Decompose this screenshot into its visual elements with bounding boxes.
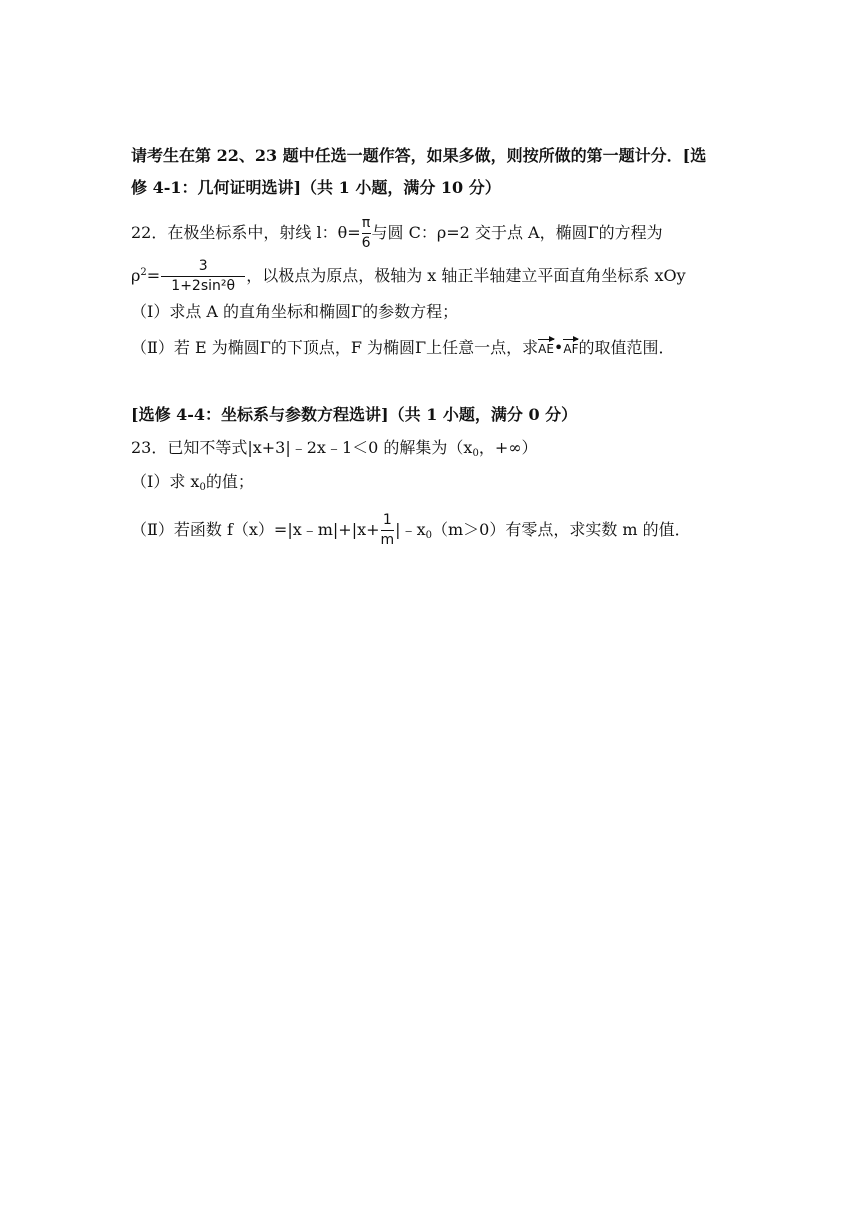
q23-part2-text-mid: |﹣x <box>395 520 426 539</box>
q23-stem-text-cont: ，+∞） <box>478 438 538 457</box>
fraction-numerator: 1 <box>382 512 392 528</box>
rho-exponent: 2 <box>140 267 147 278</box>
q22-stem-text: 22．在极坐标系中，射线 l：θ= <box>131 223 361 242</box>
subscript: 0 <box>425 530 432 541</box>
fraction-bar <box>362 233 371 234</box>
q22-stem-line2 <box>131 258 686 295</box>
q22-part2 <box>131 336 675 360</box>
q23-part2-text-cont: （m＞0）有零点，求实数 m 的值． <box>431 520 691 539</box>
vector-ae <box>538 337 554 356</box>
dot-product-symbol: • <box>553 338 564 357</box>
q23-stem-text: 23．已知不等式|x+3|﹣2x﹣1＜0 的解集为（x <box>131 438 473 457</box>
vector-label: AF <box>563 342 579 356</box>
section1-header-line2: 修 4-1：几何证明选讲]（共 1 小题，满分 10 分） <box>131 178 501 197</box>
section2-header: [选修 4-4：坐标系与参数方程选讲]（共 1 小题，满分 0 分） <box>131 405 578 424</box>
pi-over-6-fraction <box>362 215 371 252</box>
q22-part2-text: （Ⅱ）若 E 为椭圆Γ的下顶点，F 为椭圆Γ上任意一点，求 <box>131 338 539 357</box>
fraction-denominator: m <box>380 532 395 548</box>
fraction-denominator: 6 <box>361 235 371 251</box>
q22-stem-line1 <box>131 215 663 252</box>
q23-part1-text: （Ⅰ）求 x <box>131 472 200 491</box>
subscript: 0 <box>199 482 206 493</box>
q23-part2-text: （Ⅱ）若函数 f（x）=|x﹣m|+|x+ <box>131 520 380 539</box>
fraction-numerator: π <box>361 215 371 231</box>
vector-arrow-icon <box>538 339 554 340</box>
vector-af <box>563 337 578 356</box>
q23-part1 <box>131 470 254 500</box>
vector-label: AE <box>538 342 554 356</box>
q22-stem-text-cont: 与圆 C：ρ=2 交于点 A，椭圆Γ的方程为 <box>371 223 663 242</box>
fraction-denominator: 1+2sin²θ <box>171 278 236 294</box>
one-over-m-fraction <box>381 512 395 549</box>
fraction-numerator: 3 <box>198 258 208 274</box>
q23-part1-text-cont: 的值； <box>205 472 254 491</box>
q22-stem-text-line2: ，以极点为原点，极轴为 x 轴正半轴建立平面直角坐标系 xOy <box>246 266 686 285</box>
vector-arrow-icon <box>563 339 578 340</box>
rho-symbol: ρ <box>131 266 141 285</box>
fraction-bar <box>161 276 245 277</box>
section1-header-line1: 请考生在第 22、23 题中任选一题作答，如果多做，则按所做的第一题计分．[选 <box>131 146 707 165</box>
subscript: 0 <box>472 448 479 459</box>
q23-stem <box>131 436 538 466</box>
q22-part2-text-cont: 的取值范围． <box>578 338 675 357</box>
fraction-bar <box>381 530 395 531</box>
equals-sign: = <box>146 266 161 285</box>
q22-part1: （Ⅰ）求点 A 的直角坐标和椭圆Γ的参数方程； <box>131 302 459 321</box>
q23-part2 <box>131 512 691 549</box>
ellipse-equation-fraction <box>161 258 245 295</box>
